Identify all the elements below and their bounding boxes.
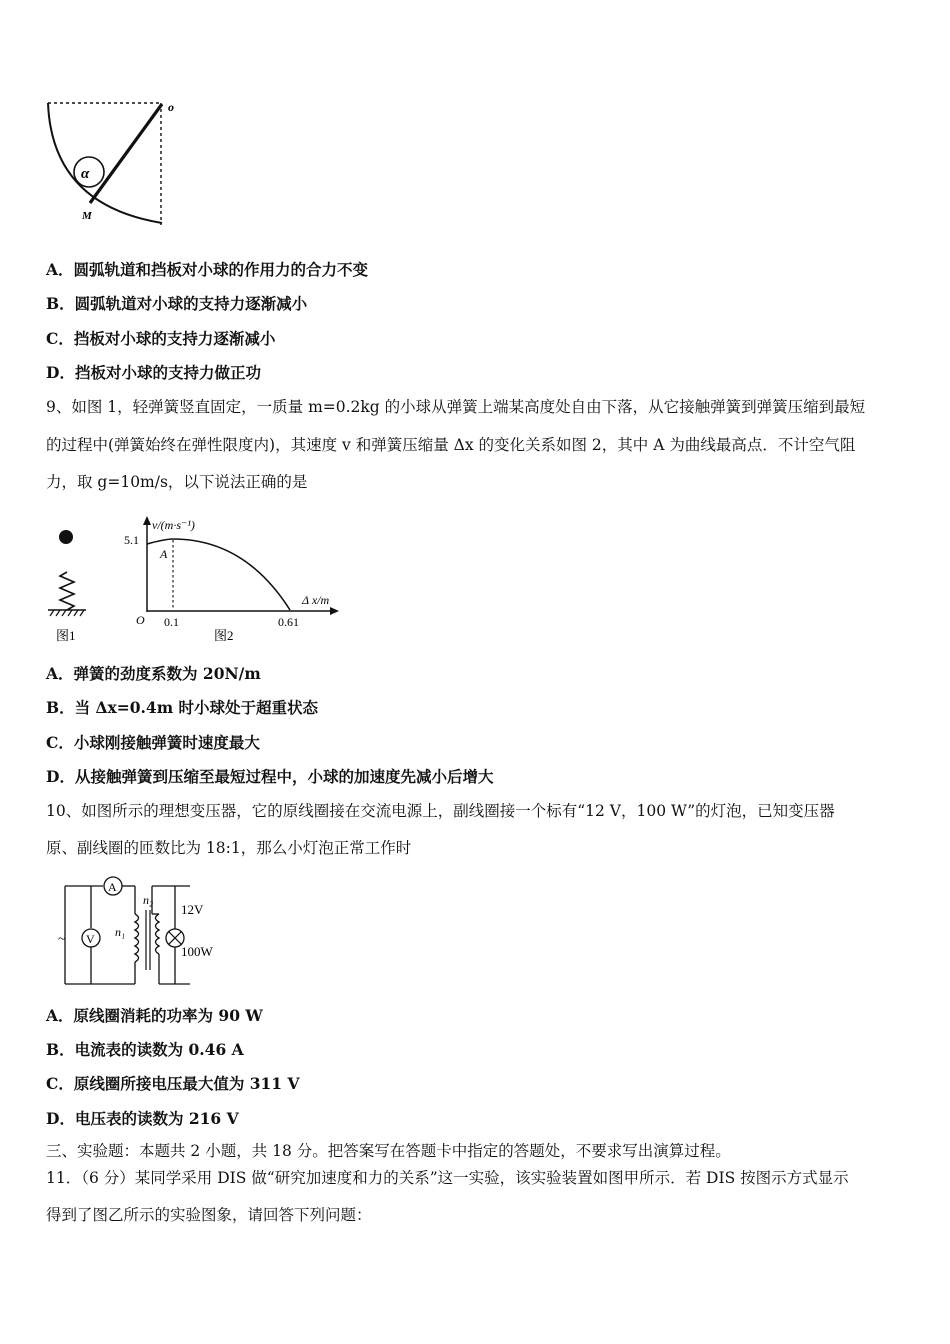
- q10-ammeter-label: A: [108, 880, 117, 894]
- q9-stem-line-1: 9、如图 1，轻弹簧竖直固定，一质量 m=0.2kg 的小球从弹簧上端某高度处自由下落，从它接触弹簧到弹簧压缩到最短: [46, 398, 866, 416]
- q9-x-tick-label-2: 0.61: [278, 615, 299, 629]
- q10-option-d: D．电压表的读数为 216 V: [46, 1109, 239, 1128]
- q10-primary-coil: [135, 914, 139, 962]
- q9-ball: [59, 530, 73, 544]
- q10-n2-label: n₂: [143, 893, 154, 907]
- q8-label-m: M: [82, 210, 92, 222]
- q11-stem-line-2: 得到了图乙所示的实验图象，请回答下列问题：: [46, 1206, 372, 1224]
- q9-option-d: D．从接触弹簧到压缩至最短过程中，小球的加速度先减小后增大: [46, 767, 494, 786]
- section3-heading: 三、实验题：本题共 2 小题，共 18 分。把答案写在答题卡中指定的答题处，不要求写出演算过程。: [46, 1142, 731, 1160]
- q10-stem-line-2: 原、副线圈的匝数比为 18:1，那么小灯泡正常工作时: [46, 839, 412, 857]
- q8-option-b: B．圆弧轨道对小球的支持力逐渐减小: [46, 294, 308, 313]
- q10-source-symbol: ~: [58, 932, 66, 947]
- q9-stem-line-2: 的过程中(弹簧始终在弹性限度内)，其速度 v 和弹簧压缩量 Δx 的变化关系如图 2，其中 A 为曲线最高点．不计空气阻: [46, 436, 856, 454]
- q10-transformer-figure: [55, 872, 225, 992]
- q9-option-a: A．弹簧的劲度系数为 20N/m: [46, 664, 261, 683]
- q9-fig1-label: 图1: [56, 628, 76, 643]
- q10-option-a: A．原线圈消耗的功率为 90 W: [46, 1006, 263, 1025]
- q10-n1-label: n₁: [115, 925, 126, 939]
- q8-label-alpha: α: [81, 166, 90, 182]
- q10-option-c: C．原线圈所接电压最大值为 311 V: [46, 1074, 300, 1093]
- q10-voltage-label: 12V: [181, 902, 204, 917]
- q10-stem-line-1: 10、如图所示的理想变压器，它的原线圈接在交流电源上，副线圈接一个标有“12 V，100 W”的灯泡，已知变压器: [46, 802, 835, 820]
- q11-stem-line-1: 11．（6 分）某同学采用 DIS 做“研究加速度和力的关系”这一实验，该实验装置如图甲所示．若 DIS 按图示方式显示: [46, 1169, 849, 1187]
- q10-secondary-coil: [156, 914, 160, 954]
- q8-label-o: o: [168, 100, 174, 114]
- q9-stem-line-3: 力，取 g=10m/s，以下说法正确的是: [46, 473, 308, 491]
- q10-voltmeter-label: V: [86, 932, 95, 946]
- q9-spring: [60, 572, 74, 610]
- q8-option-c: C．挡板对小球的支持力逐渐减小: [46, 329, 276, 348]
- q9-velocity-curve: [147, 539, 290, 610]
- q9-option-b: B．当 Δx=0.4m 时小球处于超重状态: [46, 698, 319, 717]
- q8-board: [90, 104, 162, 203]
- q9-x-axis-label: Δ x/m: [302, 593, 330, 607]
- q8-option-a: A．圆弧轨道和挡板对小球的作用力的合力不变: [46, 260, 369, 279]
- q9-y-tick-label: 5.1: [124, 533, 139, 547]
- q9-option-c: C．小球刚接触弹簧时速度最大: [46, 733, 260, 752]
- q9-ground-hatch: [50, 610, 84, 616]
- q9-y-axis-arrow: [143, 516, 151, 525]
- q9-figure: [40, 512, 340, 652]
- q9-peak-label: A: [160, 547, 168, 561]
- q9-origin-label: O: [136, 613, 145, 627]
- q9-y-axis-label: v/(m·s⁻¹): [152, 518, 195, 532]
- q8-arc-figure: [40, 95, 190, 235]
- q8-option-d: D．挡板对小球的支持力做正功: [46, 363, 261, 382]
- q9-x-axis-arrow: [330, 607, 339, 615]
- q10-power-label: 100W: [181, 944, 213, 959]
- q9-x-tick-label-1: 0.1: [164, 615, 179, 629]
- q10-option-b: B．电流表的读数为 0.46 A: [46, 1040, 244, 1059]
- q9-fig2-label: 图2: [214, 628, 234, 643]
- q8-arc-track: [48, 103, 162, 223]
